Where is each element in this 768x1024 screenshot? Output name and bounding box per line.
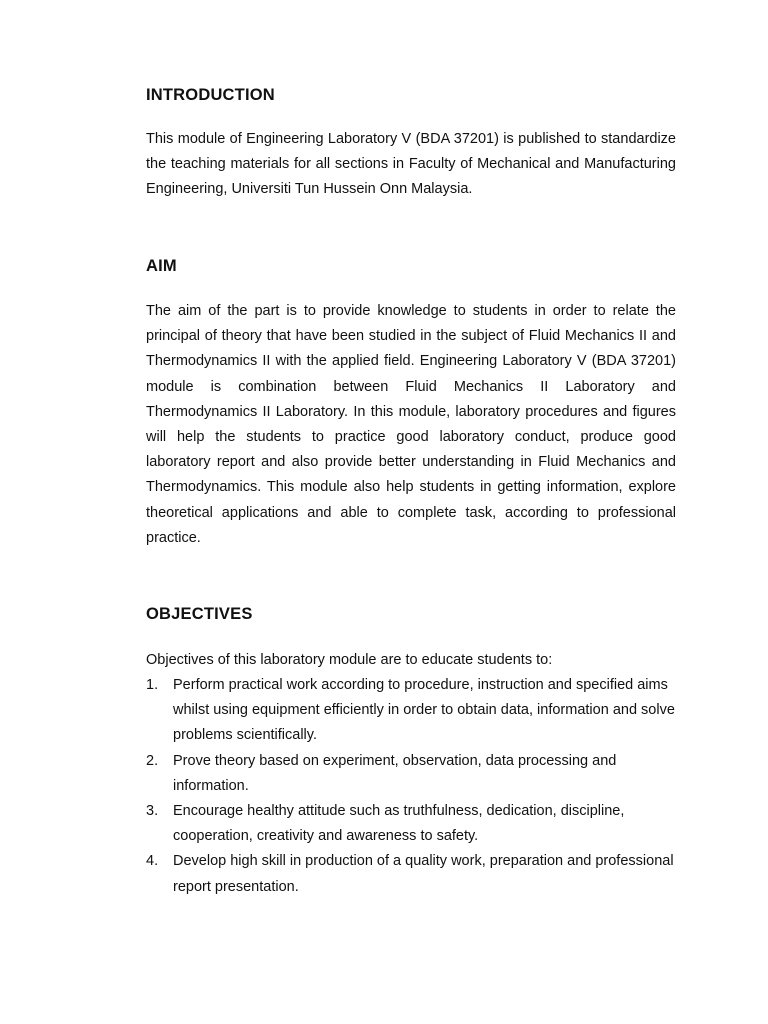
list-item-text: Prove theory based on experiment, observation, data processing and information. xyxy=(173,752,617,794)
introduction-heading: INTRODUCTION xyxy=(146,86,275,104)
objectives-intro: Objectives of this laboratory module are to educate students to: xyxy=(146,652,553,668)
list-item xyxy=(146,673,676,749)
list-item-number: 2. xyxy=(146,752,159,769)
aim-paragraph: The aim of the part is to provide knowledge to students in order to relate the principal of theory that have been studied in the subject of Fluid Mechanics II and Thermodynamics II with the applied field. Engineering Laboratory V (BDA 37201) module is combination between Fluid Mechanics II Laboratory and Thermodynamics II Laboratory. In this module, laboratory procedures and figures will help the students to practice good laboratory conduct, produce good laboratory report and also provide better understanding in Fluid Mechanics and Thermodynamics. This module also help students in getting information, explore theoretical applications and able to complete task, according to professional practice. xyxy=(146,303,676,546)
list-item-text: Develop high skill in production of a quality work, preparation and professional report presentation. xyxy=(173,853,674,895)
list-item-number: 3. xyxy=(146,803,159,820)
list-item xyxy=(146,849,676,899)
list-item xyxy=(146,749,676,799)
aim-heading: AIM xyxy=(146,257,177,275)
introduction-paragraph: This module of Engineering Laboratory V (BDA 37201) is published to standardize the teaching materials for all sections in Faculty of Mechanical and Manufacturing Engineering, Universiti Tun Hussein Onn Malaysia. xyxy=(146,131,676,198)
list-item-text: Perform practical work according to procedure, instruction and specified aims whilst using equipment efficiently in order to obtain data, information and solve problems scientifically. xyxy=(173,677,675,744)
list-item xyxy=(146,799,676,849)
objectives-list xyxy=(146,673,676,900)
list-item-number: 4. xyxy=(146,853,159,870)
objectives-heading: OBJECTIVES xyxy=(146,605,253,623)
list-item-text: Encourage healthy attitude such as truthfulness, dedication, discipline, cooperation, creativity and awareness to safety. xyxy=(173,803,625,845)
list-item-number: 1. xyxy=(146,677,159,693)
